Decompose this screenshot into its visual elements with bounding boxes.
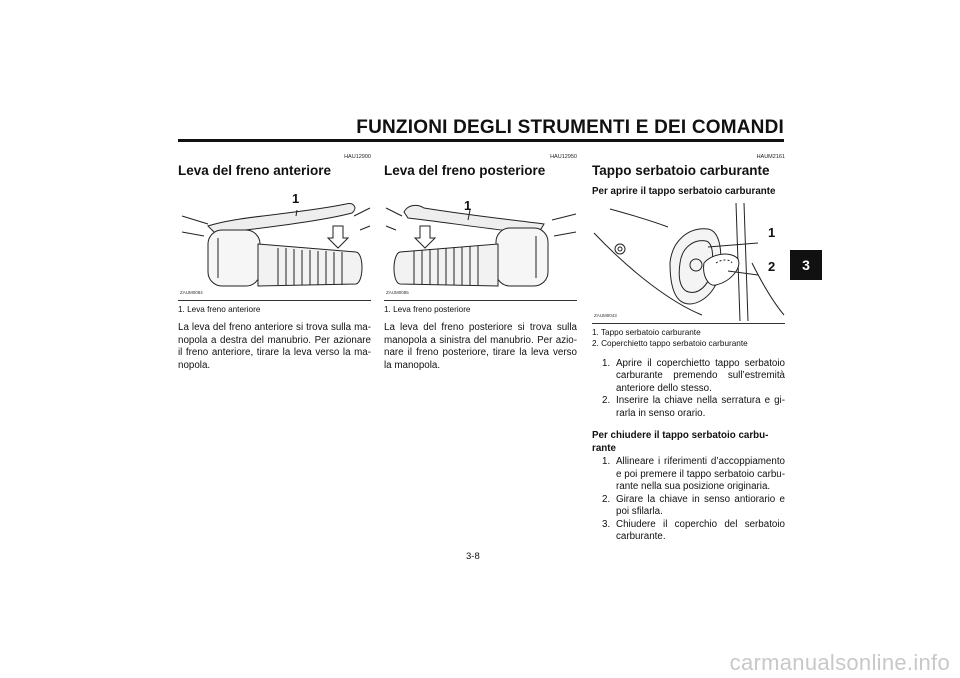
subheading-close: Per chiudere il tappo serbatoio carbu-rante <box>592 430 769 454</box>
figure-callout-1: 1 <box>768 224 776 240</box>
list-item <box>592 358 785 396</box>
section-code: HAU12900 <box>344 154 371 160</box>
page-title: FUNZIONI DEGLI STRUMENTI E DEI COMANDI <box>356 117 784 138</box>
subheading-open: Per aprire il tappo serbatoio carburante <box>592 186 776 197</box>
figure-rule <box>384 300 577 301</box>
page-number: 3-8 <box>466 551 480 562</box>
section-heading: Leva del freno anteriore <box>178 163 332 178</box>
figure-rule <box>592 323 785 324</box>
fuel-cap-figure <box>592 203 785 321</box>
title-rule <box>178 139 784 142</box>
open-steps <box>592 358 785 421</box>
figure-caption: 1. Leva freno posteriore <box>384 305 471 314</box>
section-code: HAU12950 <box>550 154 577 160</box>
fuel-cap-illustration <box>592 203 785 321</box>
figure-caption: 1. Leva freno anteriore <box>178 305 261 314</box>
figure-caption-1: 1. Tappo serbatoio carburante <box>592 327 701 337</box>
figure-callout: 1 <box>292 191 300 206</box>
section-heading: Leva del freno posteriore <box>384 163 546 178</box>
step-text: Inserire la chiave nella serratura e gi-rarla in senso orario. <box>616 395 785 419</box>
step-number: 1. <box>602 357 611 369</box>
watermark: carmanualsonline.info <box>729 650 950 675</box>
close-steps <box>592 456 785 544</box>
figure-callout-2: 2 <box>768 258 776 274</box>
step-number: 2. <box>602 493 611 505</box>
list-item <box>592 519 785 544</box>
step-text: Allineare i riferimenti d’accoppiamento e poi premere il tappo serbatoio carbu-rante nella sua posizione originaria. <box>616 456 785 492</box>
rear-brake-figure <box>384 186 577 298</box>
figure-caption-2: 2. Coperchietto tappo serbatoio carburante <box>592 338 748 348</box>
figure-id: ZAUM0085 <box>386 290 409 295</box>
figure-rule <box>178 300 371 301</box>
section-body: La leva del freno posteriore si trova sulla manopola a sinistra del manubrio. Per azio-nare il freno posteriore, tirare la leva verso la manopola. <box>384 322 577 371</box>
step-number: 1. <box>602 456 611 467</box>
rear-brake-illustration <box>384 186 577 298</box>
figure-id: ZAUM0084 <box>180 290 203 295</box>
step-text: Chiudere il coperchio del serbatoio carburante. <box>616 518 785 542</box>
front-brake-illustration <box>178 186 371 298</box>
section-body: La leva del freno anteriore si trova sulla ma-nopola a destra del manubrio. Per azionare il freno anteriore, tirare la leva verso la ma-nopola. <box>178 322 371 371</box>
front-brake-figure <box>178 186 371 298</box>
step-number: 3. <box>602 518 611 530</box>
figure-id: ZAUM0043 <box>594 312 617 318</box>
chapter-tab: 3 <box>790 250 822 280</box>
list-item <box>592 395 785 420</box>
section-heading: Tappo serbatoio carburante <box>592 163 770 178</box>
section-code: HAUM2161 <box>756 154 785 160</box>
section-front-brake <box>178 154 371 372</box>
list-item <box>592 456 785 494</box>
step-number: 2. <box>602 395 611 406</box>
list-item <box>592 494 785 519</box>
step-text: Girare la chiave in senso antiorario e poi sfilarla. <box>616 493 785 517</box>
step-text: Aprire il coperchietto tappo serbatoio carburante premendo sull’estremità anteriore dello stesso. <box>616 357 785 394</box>
section-rear-brake <box>384 154 577 372</box>
figure-callout: 1 <box>464 198 472 213</box>
section-fuel-cap <box>592 154 785 544</box>
